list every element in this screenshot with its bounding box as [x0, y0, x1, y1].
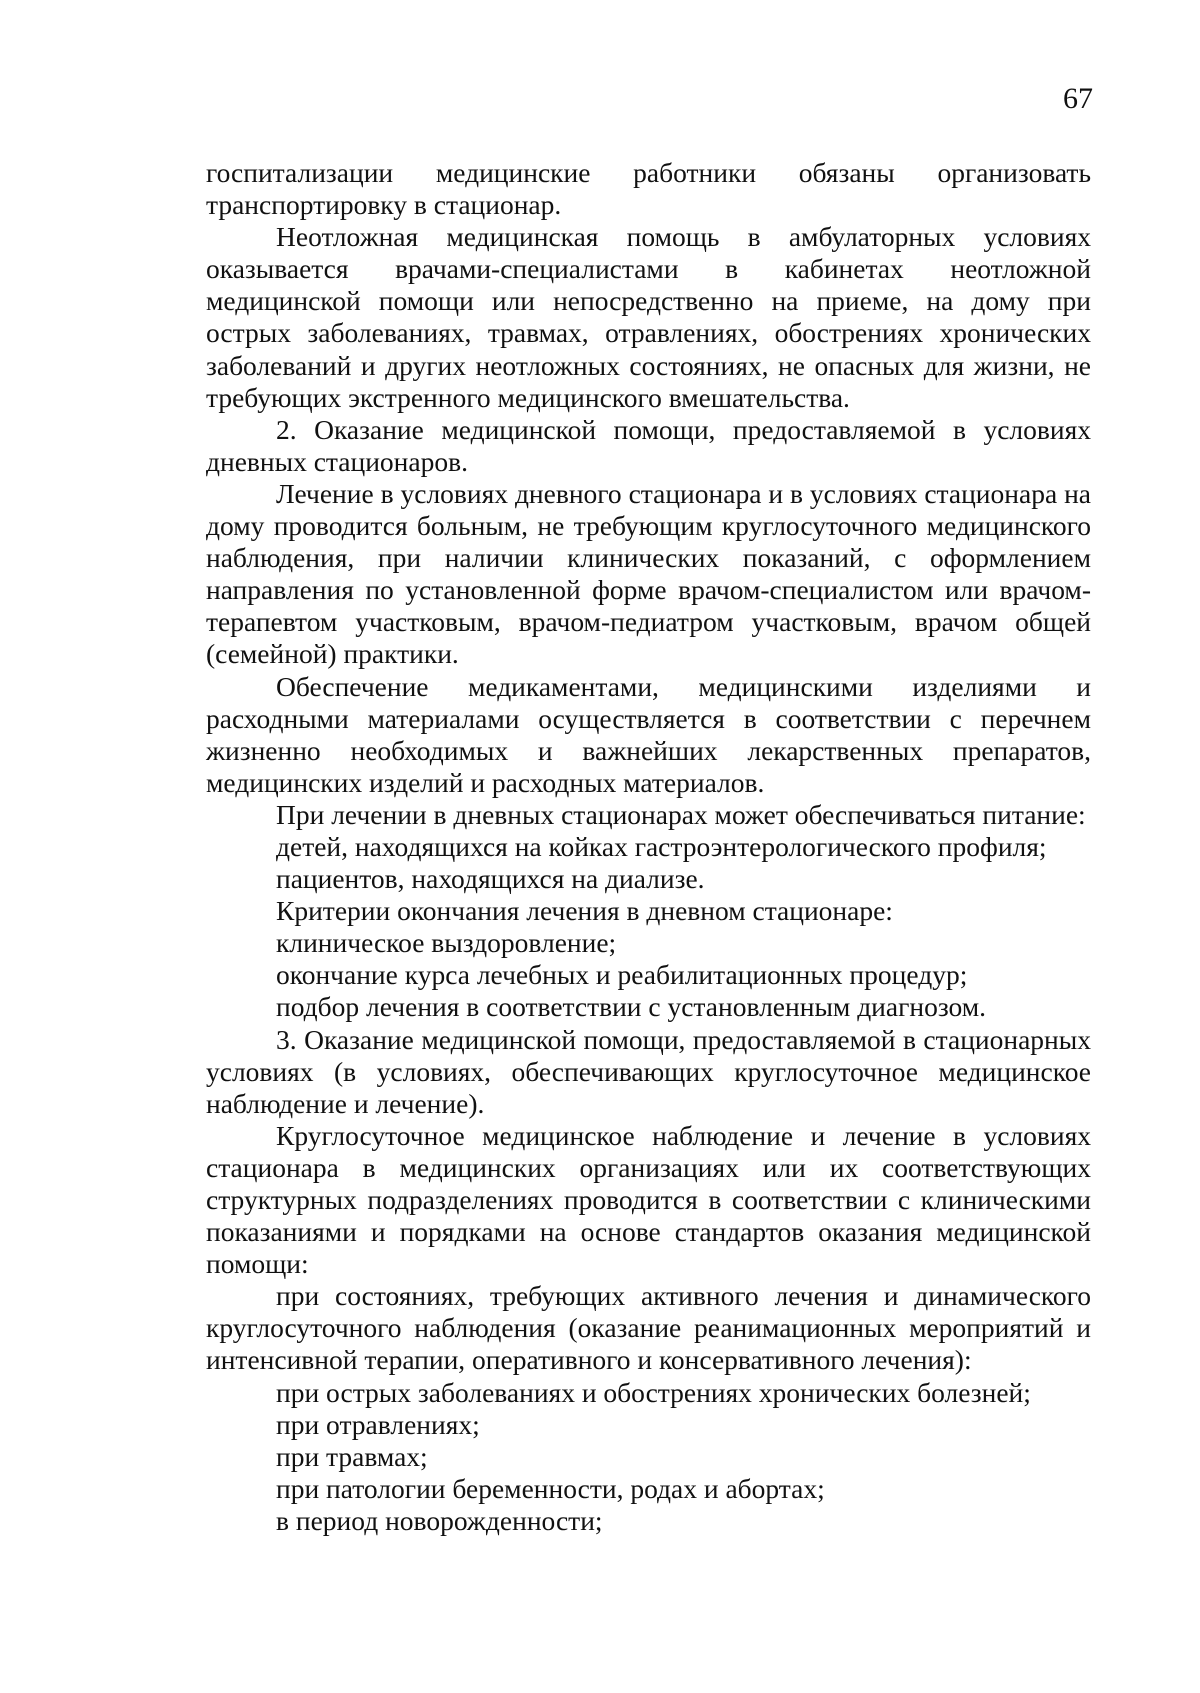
document-body: [206, 157, 1091, 1537]
page-number: 67: [1063, 82, 1093, 115]
list-item: при острых заболеваниях и обострениях хронических болезней;: [276, 1376, 1031, 1408]
list-item: детей, находящихся на койках гастроэнтерологического профиля;: [276, 830, 1047, 862]
paragraph: Критерии окончания лечения в дневном стационаре:: [276, 895, 893, 927]
paragraph: Лечение в условиях дневного стационара и в условиях стационара на дому проводится больным, не требующим круглосуточного медицинского наблюдения, при наличии клинических показаний, с оформлением направления по установленной форме врачом-специалистом или врачом-терапевтом участковым, врачом-педиатром участковым, врачом общей (семейной) практики.: [206, 477, 1091, 670]
paragraph: Круглосуточное медицинское наблюдение и лечение в условиях стационара в медицинских организациях или их соответствующих структурных подразделениях проводится в соответствии с клиническими показаниями и порядками на основе стандартов оказания медицинской помощи:: [206, 1119, 1091, 1280]
list-item: окончание курса лечебных и реабилитационных процедур;: [276, 959, 968, 991]
paragraph: При лечении в дневных стационарах может обеспечиваться питание:: [276, 798, 1086, 830]
list-item: при травмах;: [276, 1440, 428, 1472]
paragraph: при состояниях, требующих активного лечения и динамического круглосуточного наблюдения (оказание реанимационных мероприятий и интенсивной терапии, оперативного и консервативного лечения):: [206, 1280, 1091, 1376]
paragraph: Обеспечение медикаментами, медицинскими изделиями и расходными материалами осуществляется в соответствии с перечнем жизненно необходимых и важнейших лекарственных препаратов, медицинских изделий и расходных материалов.: [206, 670, 1091, 798]
paragraph: госпитализации медицинские работники обязаны организовать транспортировку в стационар.: [206, 157, 1091, 221]
list-item: при патологии беременности, родах и абортах;: [276, 1472, 825, 1504]
paragraph: 2. Оказание медицинской помощи, предоставляемой в условиях дневных стационаров.: [206, 413, 1091, 477]
list-item: в период новорожденности;: [276, 1504, 603, 1536]
paragraph: Неотложная медицинская помощь в амбулаторных условиях оказывается врачами-специалистами в кабинетах неотложной медицинской помощи или непосредственно на приеме, на дому при острых заболеваниях, травмах, отравлениях, обострениях хронических заболеваний и других неотложных состояниях, не опасных для жизни, не требующих экстренного медицинского вмешательства.: [206, 221, 1091, 413]
paragraph: 3. Оказание медицинской помощи, предоставляемой в стационарных условиях (в условиях, обеспечивающих круглосуточное медицинское наблюдение и лечение).: [206, 1023, 1091, 1119]
list-item: пациентов, находящихся на диализе.: [276, 863, 705, 895]
list-item: подбор лечения в соответствии с установленным диагнозом.: [276, 991, 987, 1023]
list-item: при отравлениях;: [276, 1408, 480, 1440]
list-item: клиническое выздоровление;: [276, 927, 617, 959]
